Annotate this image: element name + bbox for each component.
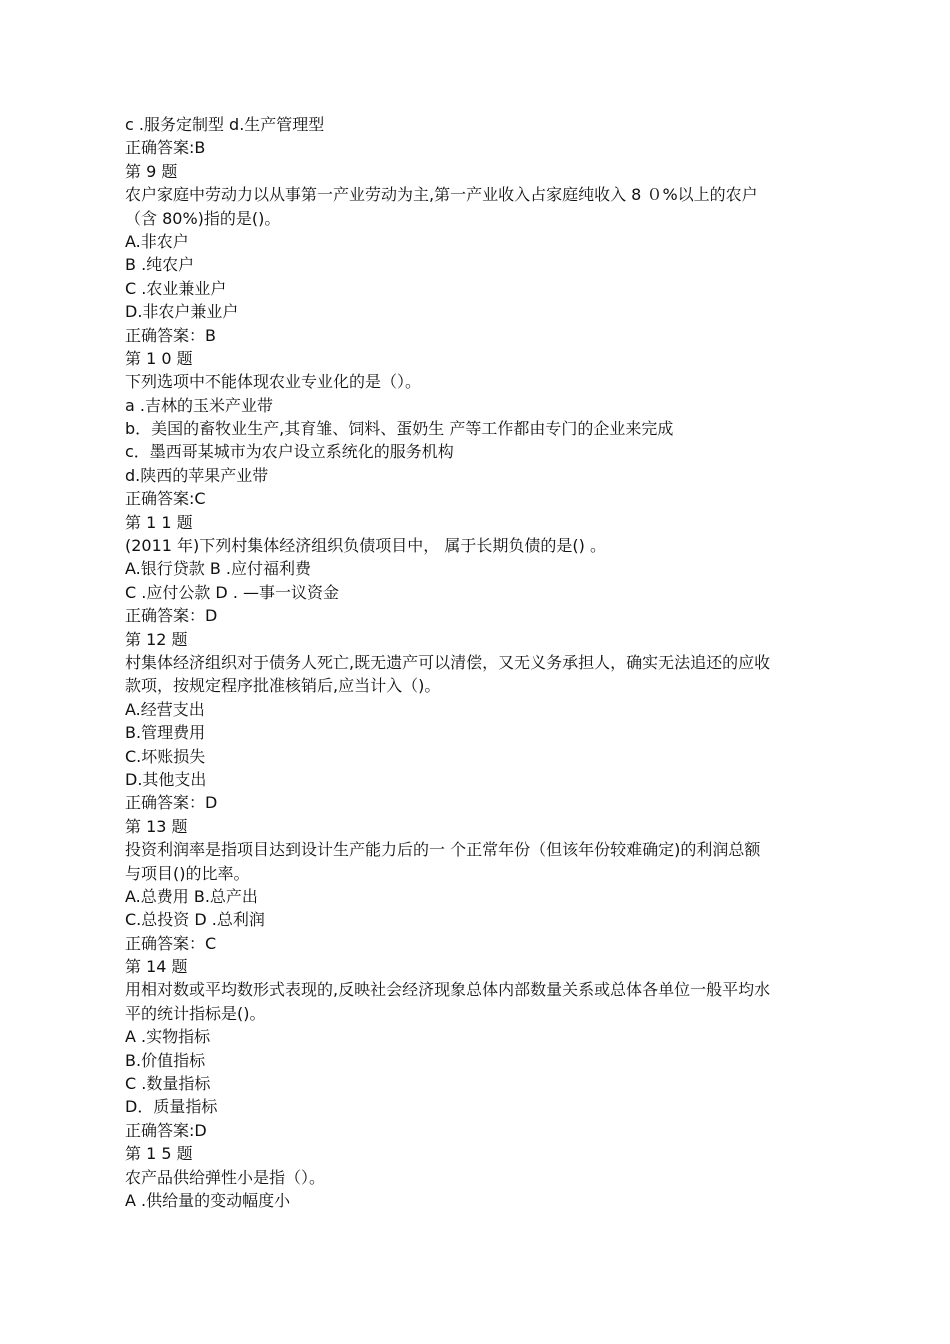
option-line: c．墨西哥某城市为农户设立系统化的服务机构 [125, 442, 454, 462]
question-number: 第 1 5 题 [125, 1144, 193, 1164]
question-number: 第 12 题 [125, 629, 188, 649]
option-line: b．美国的畜牧业生产,其育雏、饲料、蛋奶生 产等工作都由专门的企业来完成 [125, 419, 674, 439]
option-line: A.非农户 [125, 231, 189, 251]
option-line: D.其他支出 [125, 769, 207, 789]
option-line: A .实物指标 [125, 1027, 211, 1047]
question-text: （含 80%)指的是()。 [125, 208, 281, 228]
option-line: A.总费用 B.总产出 [125, 886, 258, 906]
question-text: 农产品供给弹性小是指（）。 [125, 1167, 326, 1187]
option-line: a .吉林的玉米产业带 [125, 395, 273, 415]
option-line: C .农业兼业户 [125, 278, 227, 298]
option-line: A.银行贷款 B .应付福利费 [125, 559, 311, 579]
question-text: 用相对数或平均数形式表现的,反映社会经济现象总体内部数量关系或总体各单位一般平均水 [125, 980, 771, 1000]
option-line: d.陕西的苹果产业带 [125, 465, 269, 485]
option-line: B .纯农户 [125, 255, 195, 275]
question-text: 与项目()的比率。 [125, 863, 250, 883]
answer-line: 正确答案：D [125, 793, 218, 813]
question-text: (2011 年)下列村集体经济组织负债项目中， 属于长期负债的是() 。 [125, 536, 606, 556]
answer-line: 正确答案：B [125, 325, 216, 345]
option-line: D.非农户兼业户 [125, 302, 239, 322]
option-line: D．质量指标 [125, 1097, 218, 1117]
question-number: 第 13 题 [125, 816, 188, 836]
option-line: B.管理费用 [125, 723, 206, 743]
option-line: c .服务定制型 d.生产管理型 [125, 115, 325, 134]
question-text: 投资利润率是指项目达到设计生产能力后的一 个正常年份（但该年份较难确定)的利润总额 [125, 840, 761, 860]
option-line: C.总投资 D .总利润 [125, 910, 265, 930]
question-number: 第 1 1 题 [125, 512, 193, 532]
document-page [125, 113, 845, 1212]
option-line: A .供给量的变动幅度小 [125, 1190, 291, 1210]
option-line: C .应付公款 D . —事一议资金 [125, 582, 340, 602]
question-number: 第 9 题 [125, 161, 178, 181]
question-number: 第 1 0 题 [125, 348, 193, 368]
question-text: 款项，按规定程序批准核销后,应当计入（)。 [125, 676, 441, 696]
question-text: 平的统计指标是()。 [125, 1003, 266, 1023]
option-line: A.经营支出 [125, 699, 205, 719]
question-text: 村集体经济组织对于债务人死亡,既无遗产可以清偿，又无义务承担人，确实无法追还的应收 [125, 652, 771, 672]
question-number: 第 14 题 [125, 957, 188, 977]
answer-line: 正确答案:D [125, 1120, 207, 1140]
answer-line: 正确答案：C [125, 933, 217, 953]
option-line: B.价值指标 [125, 1050, 206, 1070]
option-line: C .数量指标 [125, 1074, 211, 1094]
answer-line: 正确答案:C [125, 489, 206, 509]
option-line: C.坏账损失 [125, 746, 206, 766]
question-text: 农户家庭中劳动力以从事第一产业劳动为主,第一产业收入占家庭纯收入 8 ０%以上的农户 [125, 185, 758, 205]
answer-line: 正确答案：D [125, 606, 218, 626]
answer-line: 正确答案:B [125, 138, 206, 158]
question-text: 下列选项中不能体现农业专业化的是（）。 [125, 372, 422, 392]
